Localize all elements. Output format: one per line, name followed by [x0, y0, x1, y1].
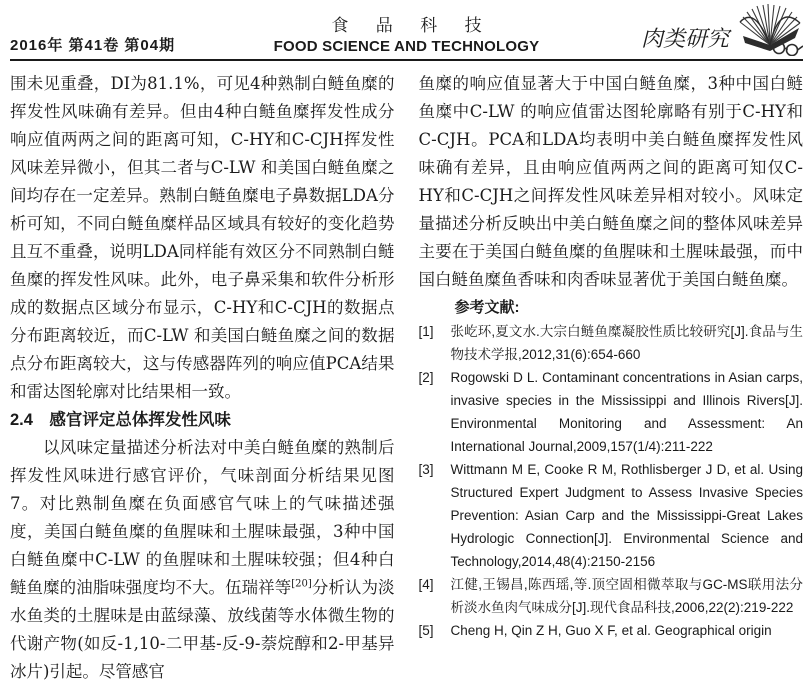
reference-text: Cheng H, Qin Z H, Guo X F, et al. Geographical origin: [450, 623, 772, 638]
reference-item-1: [419, 320, 804, 366]
journal-title-en: FOOD SCIENCE AND TECHNOLOGY: [273, 38, 540, 55]
reference-text: 江健,王锡昌,陈西瑶,等.顶空固相微萃取与GC-MS联用法分析淡水鱼肉气味成分[J].现代食品科技,2006,22(2):219-222: [450, 577, 803, 615]
reference-number: [5]: [418, 623, 434, 638]
reference-number: [1]: [418, 324, 434, 339]
issue-info: 2016年 第41卷 第04期: [10, 37, 176, 54]
journal-title-block: [274, 15, 540, 56]
reference-text: Wittmann M E, Cooke R M, Rothlisberger J D, et al. Using Structured Expert Judgment to Assess Invasive Species Prevention: Asian Carp and the Mississippi-Great Lakes Hydrologic Connection[J]. Environmental Science and Technology,2014,48(4):2150-2156: [450, 462, 803, 569]
section-heading-2-4: 2.4 感官评定总体挥发性风味: [10, 411, 231, 429]
paragraph-conclusion: 鱼糜的响应值显著大于中国白鲢鱼糜，3种中国白鲢鱼糜中C-LW 的响应值雷达图轮廓略有别于C-HY和C-CJH。PCA和LDA均表明中美白鲢鱼糜挥发性风味确有差异，且由响应值两两之间的距离可知仅C-HY和C-CJH之间挥发性风味差异相对较小。风味定量描述分析反映出中美白鲢鱼糜之间的整体风味差异主要在于美国白鲢鱼糜的鱼腥味和土腥味最强，而中国白鲢鱼糜鱼香味和肉香味显著优于美国白鲢鱼糜。: [418, 74, 803, 289]
journal-title-cn: 食 品 科 技: [331, 16, 493, 36]
paragraph-lda-analysis: 围未见重叠，DI为81.1%，可见4种熟制白鲢鱼糜的挥发性风味确有差异。但由4种白鲢鱼糜挥发性成分响应值两两之间的距离可知，C-HY和C-CJH挥发性风味差异微小，但其二者与C-LW 和美国白鲢鱼糜之间均存在一定差异。熟制白鲢鱼糜电子鼻数据LDA分析可知，不同白鲢鱼糜样品区域具有较好的变化趋势且互不重叠，说明LDA同样能有效区分不同熟制白鲢鱼糜的挥发性风味。此外，电子鼻采集和软件分析形成的数据点区域分布显示，C-HY和C-CJH的数据点分布距离较近，而C-LW 和美国白鲢鱼糜之间的数据点分布距离较大，这与传感器阵列的响应值PCA结果和雷达图轮廓对比结果相一致。: [10, 74, 395, 401]
references-heading: 参考文献:: [454, 299, 520, 316]
reference-text: Rogowski D L. Contaminant concentrations in Asian carps, invasive species in the Mississippi and Illinois Rivers[J]. Environmental Monitoring and Assessment: An International Journal,2009,157(1/4):211-222: [450, 370, 803, 454]
paragraph-text-after-citation: 分析认为淡水鱼类的土腥味是由蓝绿藻、放线菌等水体微生物的代谢产物(如反-1,10-二甲基-反-9-萘烷醇和2-甲基异冰片)引起。尽管感官: [10, 578, 395, 681]
paragraph-text-before-citation: 以风味定量描述分析法对中美白鲢鱼糜的熟制后挥发性风味进行感官评价，气味剖面分析结果见图7。对比熟制鱼糜在负面感官气味上的气味描述强度，美国白鲢鱼糜的鱼腥味和土腥味最强，3种中国白鲢鱼糜中C-LW 的鱼腥味和土腥味较强；但4种白鲢鱼糜的油脂味强度均不大。伍瑞祥等: [10, 438, 395, 597]
column-name: 肉类研究: [641, 27, 730, 52]
article-body: [10, 61, 803, 686]
reference-number: [4]: [418, 577, 434, 592]
reference-item-5: [419, 619, 804, 642]
column-banner: [539, 4, 803, 56]
paragraph-sensory-evaluation: [10, 434, 395, 686]
reference-item-3: [419, 458, 804, 573]
reference-number: [2]: [418, 370, 434, 385]
reference-text: 张屹环,夏文水.大宗白鲢鱼糜凝胶性质比较研究[J].食品与生物技术学报,2012,31(6):654-660: [450, 324, 803, 362]
open-book-and-glasses-icon: [737, 4, 803, 56]
page-header: [10, 4, 803, 61]
right-column: [419, 70, 804, 686]
left-column: [10, 70, 395, 686]
reference-item-2: [419, 366, 804, 458]
reference-number: [3]: [418, 462, 434, 477]
citation-superscript-20: [20]: [291, 578, 312, 590]
reference-item-4: [419, 573, 804, 619]
